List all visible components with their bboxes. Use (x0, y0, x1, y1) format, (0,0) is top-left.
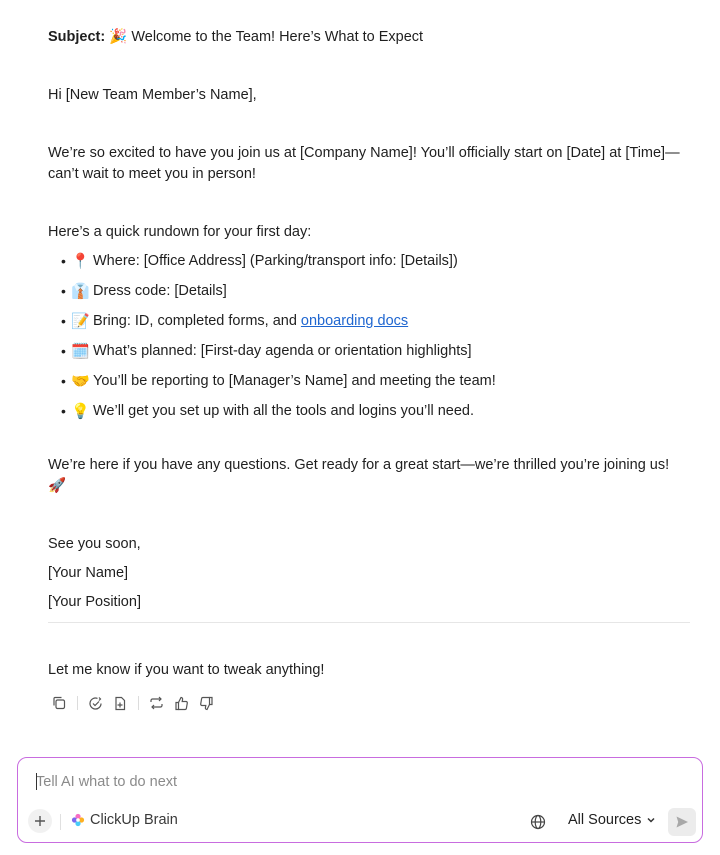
retry-button[interactable] (145, 693, 167, 713)
greeting: Hi [New Team Member’s Name], (48, 87, 257, 103)
thumbs-up-icon (174, 696, 189, 711)
followup-message: Let me know if you want to tweak anything! (48, 662, 325, 678)
subject-text: Welcome to the Team! Here’s What to Expect (131, 29, 424, 45)
calendar-icon: 🗓️ (71, 341, 90, 360)
chevron-down-icon (646, 815, 656, 825)
pin-icon: 📍 (71, 251, 90, 270)
thumbs-up-button[interactable] (170, 693, 192, 713)
copy-icon (52, 696, 66, 710)
sources-label: All Sources (568, 812, 642, 828)
bullet-dot: • (61, 252, 66, 269)
bullet-dot: • (61, 402, 66, 419)
composer-separator (60, 814, 61, 830)
list-item (61, 370, 496, 392)
rocket-icon: 🚀 (48, 478, 67, 494)
send-button[interactable] (668, 808, 696, 836)
thumbs-down-button[interactable] (195, 693, 217, 713)
plus-icon (34, 815, 46, 827)
memo-icon: 📝 (71, 311, 90, 330)
list-item-text: Dress code: [Details] (93, 282, 227, 299)
list-item (61, 310, 408, 332)
web-search-toggle[interactable] (529, 813, 547, 831)
divider (48, 622, 690, 623)
bullet-dot: • (61, 312, 66, 329)
ai-composer (17, 757, 703, 843)
intro-paragraph: We’re so excited to have you join us at [Company Name]! You’ll officially start on [Date] at [Time]—can’t wait to meet you in person! (48, 145, 680, 182)
globe-icon (530, 814, 546, 830)
subject-label: Subject: (48, 29, 106, 45)
clickup-brain-icon (71, 813, 85, 827)
signoff: See you soon, (48, 536, 141, 552)
sources-dropdown[interactable] (568, 812, 656, 828)
handshake-icon: 🤝 (71, 371, 90, 390)
onboarding-docs-link[interactable]: onboarding docs (300, 312, 409, 329)
list-item-text: We’ll get you set up with all the tools and logins you’ll need. (93, 402, 474, 419)
action-separator (138, 696, 139, 710)
action-separator (77, 696, 78, 710)
bullet-dot: • (61, 372, 66, 389)
suit-icon: 👔 (71, 281, 90, 300)
thumbs-down-icon (199, 696, 214, 711)
sign-name: [Your Name] (48, 565, 129, 581)
lightbulb-icon: 💡 (71, 401, 90, 420)
list-item (61, 400, 474, 422)
closing-paragraph: We’re here if you have any questions. Get ready for a great start—we’re thrilled you’re joining us! (48, 457, 670, 473)
bullet-dot: • (61, 282, 66, 299)
insert-doc-button[interactable] (109, 693, 131, 713)
rundown-heading: Here’s a quick rundown for your first day: (48, 224, 312, 240)
list-item-text: Where: [Office Address] (Parking/transport info: [Details]) (93, 252, 458, 269)
bullet-dot: • (61, 342, 66, 359)
sign-position: [Your Position] (48, 594, 141, 610)
list-item-text: What’s planned: [First-day agenda or orientation highlights] (93, 342, 472, 359)
list-item-text: You’ll be reporting to [Manager’s Name] and meeting the team! (93, 372, 496, 389)
send-icon (675, 815, 689, 829)
list-item (61, 280, 227, 302)
copy-button[interactable] (48, 693, 70, 713)
message-actions (48, 693, 220, 713)
text-cursor (36, 773, 37, 790)
retry-icon (149, 696, 164, 710)
brain-label: ClickUp Brain (90, 812, 178, 828)
subject-line (48, 27, 423, 48)
list-item (61, 250, 458, 272)
apply-button[interactable] (84, 693, 106, 713)
party-emoji: 🎉 (109, 29, 128, 45)
add-attachment-button[interactable] (28, 809, 52, 833)
insert-doc-icon (113, 696, 127, 711)
ai-prompt-input[interactable] (36, 771, 676, 793)
list-item-text: Bring: ID, completed forms, and (93, 312, 301, 329)
list-item (61, 340, 472, 362)
clickup-brain-selector[interactable] (71, 812, 178, 828)
check-refresh-icon (88, 696, 103, 711)
